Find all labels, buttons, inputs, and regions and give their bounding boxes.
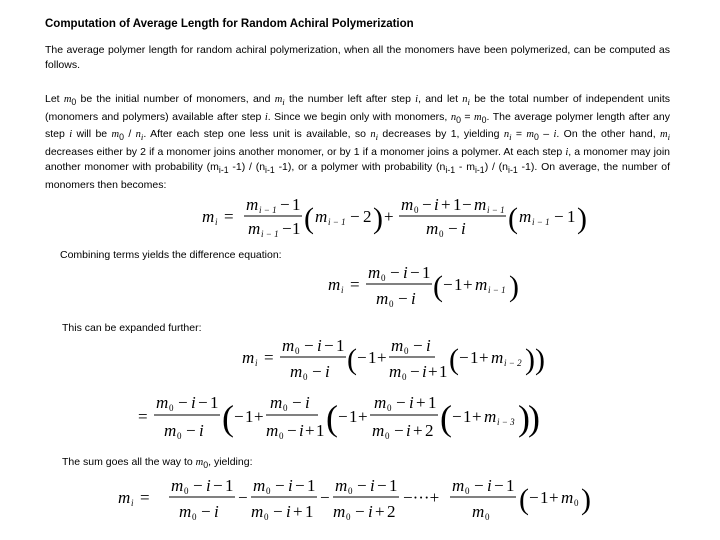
svg-text:−: − bbox=[213, 476, 223, 495]
svg-text:i − 1: i − 1 bbox=[532, 217, 550, 227]
svg-text:m: m bbox=[335, 476, 348, 495]
svg-text:−: − bbox=[280, 195, 290, 214]
svg-text:i − 2: i − 2 bbox=[504, 358, 522, 368]
svg-text:(: ( bbox=[519, 483, 529, 516]
svg-text:−: − bbox=[234, 407, 244, 426]
svg-text:−: − bbox=[459, 348, 469, 367]
svg-text:m: m bbox=[282, 336, 295, 355]
svg-text:−: − bbox=[282, 219, 292, 238]
svg-text:+: + bbox=[293, 502, 303, 521]
svg-text:−: − bbox=[193, 476, 203, 495]
svg-text:(: ( bbox=[508, 202, 518, 235]
svg-text:−: − bbox=[350, 207, 360, 226]
svg-text:i: i bbox=[131, 498, 134, 508]
svg-text:+: + bbox=[441, 195, 451, 214]
svg-text:i: i bbox=[317, 336, 322, 355]
svg-text:−: − bbox=[320, 488, 330, 507]
svg-text:m: m bbox=[491, 348, 504, 367]
svg-text:−: − bbox=[304, 336, 314, 355]
svg-text:−: − bbox=[448, 219, 458, 238]
svg-text:+: + bbox=[549, 488, 559, 507]
svg-text:i: i bbox=[422, 362, 427, 381]
svg-text:+: + bbox=[305, 421, 315, 440]
svg-text:1: 1 bbox=[506, 476, 515, 495]
svg-text:1: 1 bbox=[305, 502, 314, 521]
svg-text:): ) bbox=[518, 398, 530, 438]
svg-text:m: m bbox=[452, 476, 465, 495]
svg-text:−: − bbox=[398, 289, 408, 308]
svg-text:i: i bbox=[411, 289, 416, 308]
svg-text:1: 1 bbox=[428, 393, 437, 412]
svg-text:0: 0 bbox=[387, 403, 392, 413]
svg-text:0: 0 bbox=[279, 431, 284, 441]
svg-text:i: i bbox=[426, 336, 431, 355]
svg-text:(: ( bbox=[222, 398, 234, 438]
svg-text:i: i bbox=[199, 421, 204, 440]
svg-text:m: m bbox=[202, 207, 215, 226]
svg-text:1: 1 bbox=[540, 488, 549, 507]
svg-text:1: 1 bbox=[453, 195, 462, 214]
equation-1 bbox=[200, 194, 600, 240]
svg-text:i: i bbox=[370, 476, 375, 495]
svg-text:i − 1: i − 1 bbox=[487, 205, 505, 215]
svg-text:i: i bbox=[288, 476, 293, 495]
equation-4 bbox=[116, 475, 596, 529]
svg-text:−: − bbox=[410, 362, 420, 381]
svg-text:): ) bbox=[525, 343, 535, 376]
svg-text:i − 1: i − 1 bbox=[259, 205, 277, 215]
svg-text:−: − bbox=[413, 336, 423, 355]
svg-text:+: + bbox=[254, 407, 264, 426]
svg-text:): ) bbox=[577, 202, 587, 235]
svg-text:1: 1 bbox=[368, 348, 377, 367]
svg-text:0: 0 bbox=[404, 346, 409, 356]
svg-text:m: m bbox=[251, 502, 264, 521]
svg-text:1: 1 bbox=[349, 407, 358, 426]
svg-text:−: − bbox=[338, 407, 348, 426]
svg-text:m: m bbox=[266, 421, 279, 440]
page-title: Computation of Average Length for Random Achiral Polymerization bbox=[45, 18, 414, 30]
svg-text:i: i bbox=[286, 502, 291, 521]
svg-text:1: 1 bbox=[225, 476, 234, 495]
caption-expanded: This can be expanded further: bbox=[62, 322, 202, 334]
svg-text:0: 0 bbox=[283, 403, 288, 413]
svg-text:m: m bbox=[391, 336, 404, 355]
svg-text:1: 1 bbox=[454, 275, 463, 294]
svg-text:+: + bbox=[463, 275, 473, 294]
svg-text:1: 1 bbox=[389, 476, 398, 495]
svg-text:m: m bbox=[368, 263, 381, 282]
svg-text:0: 0 bbox=[389, 299, 394, 309]
svg-text:−: − bbox=[186, 421, 196, 440]
svg-text:=: = bbox=[264, 348, 274, 367]
svg-text:0: 0 bbox=[266, 486, 271, 496]
svg-text:−: − bbox=[494, 476, 504, 495]
svg-text:i: i bbox=[368, 502, 373, 521]
svg-text:(: ( bbox=[326, 398, 338, 438]
svg-text:−: − bbox=[394, 421, 404, 440]
svg-text:+: + bbox=[416, 393, 426, 412]
svg-text:i: i bbox=[406, 421, 411, 440]
svg-text:−: − bbox=[529, 488, 539, 507]
svg-text:m: m bbox=[246, 195, 259, 214]
svg-text:): ) bbox=[509, 270, 519, 303]
svg-text:−···+: −···+ bbox=[403, 488, 440, 507]
svg-text:i − 1: i − 1 bbox=[328, 217, 346, 227]
svg-text:−: − bbox=[295, 476, 305, 495]
equation-3-line-1 bbox=[240, 335, 550, 385]
svg-text:−: − bbox=[355, 502, 365, 521]
svg-text:=: = bbox=[350, 275, 360, 294]
svg-text:): ) bbox=[535, 343, 545, 376]
svg-text:1: 1 bbox=[439, 362, 448, 381]
svg-text:+: + bbox=[384, 207, 394, 226]
svg-text:2: 2 bbox=[425, 421, 434, 440]
svg-text:0: 0 bbox=[264, 512, 269, 522]
svg-text:−: − bbox=[422, 195, 432, 214]
svg-text:i − 3: i − 3 bbox=[497, 417, 515, 427]
svg-text:−: − bbox=[474, 476, 484, 495]
svg-text:+: + bbox=[428, 362, 438, 381]
svg-text:−: − bbox=[452, 407, 462, 426]
svg-text:(: ( bbox=[440, 398, 452, 438]
svg-text:−: − bbox=[178, 393, 188, 412]
svg-text:0: 0 bbox=[295, 346, 300, 356]
svg-text:1: 1 bbox=[316, 421, 325, 440]
svg-text:m: m bbox=[270, 393, 283, 412]
svg-text:i: i bbox=[214, 502, 219, 521]
svg-text:): ) bbox=[528, 398, 540, 438]
svg-text:1: 1 bbox=[336, 336, 345, 355]
svg-text:m: m bbox=[401, 195, 414, 214]
svg-text:1: 1 bbox=[567, 207, 576, 226]
svg-text:−: − bbox=[238, 488, 248, 507]
definition-paragraph: Let $m_0$ be the initial number of monomers, and $m_i$ the number left after step i, and let $n_i$ be the total number of independent units (monomers and polymers) available after step i. Since we begin only with monomers, $n_0 = m_0$. The average polymer length after any step i will be $m_0 / n_i$. After each step one less unit is available, so $n_i$ decreases by 1, yielding $n_i = m_0 - i$. On the other hand, $m_i$ decreases either by 2 if a monomer joins another monomer, or by 1 if a monomer joins a polymer. At each step i, a monomer may join another monomer with probability ($m_{i-1}$ $-1) / (n_{i-1}$ -1), or a polymer with probability $(n_{i-1} - m_{i-1}) / (n_{i-1}$ -1). On average, the number of monomers then becomes: bbox=[45, 93, 671, 191]
svg-text:+: + bbox=[479, 348, 489, 367]
svg-text:1: 1 bbox=[210, 393, 219, 412]
svg-text:m: m bbox=[156, 393, 169, 412]
svg-text:2: 2 bbox=[363, 207, 372, 226]
svg-text:0: 0 bbox=[385, 431, 390, 441]
svg-text:i − 1: i − 1 bbox=[261, 229, 279, 239]
svg-text:−: − bbox=[198, 393, 208, 412]
svg-text:1: 1 bbox=[422, 263, 431, 282]
svg-text:−: − bbox=[396, 393, 406, 412]
svg-text:m: m bbox=[426, 219, 439, 238]
svg-text:m: m bbox=[333, 502, 346, 521]
intro-paragraph: The average polymer length for random achiral polymerization, when all the monomers have been polymerized, can be computed as follows. bbox=[45, 44, 670, 71]
svg-text:−: − bbox=[357, 476, 367, 495]
svg-text:−: − bbox=[312, 362, 322, 381]
svg-text:−: − bbox=[410, 263, 420, 282]
svg-text:i: i bbox=[341, 285, 344, 295]
svg-text:=: = bbox=[138, 407, 148, 426]
svg-text:i: i bbox=[305, 393, 310, 412]
svg-text:): ) bbox=[581, 483, 591, 516]
svg-text:i: i bbox=[487, 476, 492, 495]
svg-text:−: − bbox=[287, 421, 297, 440]
svg-text:1: 1 bbox=[245, 407, 254, 426]
svg-text:m: m bbox=[519, 207, 532, 226]
svg-text:1: 1 bbox=[463, 407, 472, 426]
svg-text:0: 0 bbox=[574, 498, 579, 508]
svg-text:m: m bbox=[328, 275, 341, 294]
svg-text:1: 1 bbox=[292, 195, 301, 214]
svg-text:m: m bbox=[376, 289, 389, 308]
svg-text:(: ( bbox=[449, 343, 459, 376]
svg-text:+: + bbox=[375, 502, 385, 521]
svg-text:−: − bbox=[275, 476, 285, 495]
svg-text:m: m bbox=[248, 219, 261, 238]
svg-text:m: m bbox=[171, 476, 184, 495]
svg-text:i: i bbox=[461, 219, 466, 238]
svg-text:m: m bbox=[374, 393, 387, 412]
svg-text:0: 0 bbox=[192, 512, 197, 522]
svg-text:i: i bbox=[215, 217, 218, 227]
svg-text:0: 0 bbox=[439, 229, 444, 239]
caption-sum: The sum goes all the way to $m_0$, yielding: bbox=[62, 456, 253, 471]
svg-text:i: i bbox=[409, 393, 414, 412]
svg-text:1: 1 bbox=[307, 476, 316, 495]
svg-text:−: − bbox=[443, 275, 453, 294]
svg-text:0: 0 bbox=[177, 431, 182, 441]
svg-text:i: i bbox=[325, 362, 330, 381]
svg-text:m: m bbox=[475, 275, 488, 294]
svg-text:(: ( bbox=[347, 343, 357, 376]
svg-text:0: 0 bbox=[381, 273, 386, 283]
svg-text:1: 1 bbox=[470, 348, 479, 367]
svg-text:m: m bbox=[179, 502, 192, 521]
svg-text:+: + bbox=[358, 407, 368, 426]
svg-text:0: 0 bbox=[402, 372, 407, 382]
svg-text:i: i bbox=[191, 393, 196, 412]
svg-text:m: m bbox=[372, 421, 385, 440]
svg-text:1: 1 bbox=[292, 219, 301, 238]
svg-text:m: m bbox=[164, 421, 177, 440]
svg-text:i: i bbox=[255, 358, 258, 368]
svg-text:+: + bbox=[472, 407, 482, 426]
equation-2 bbox=[326, 262, 526, 314]
svg-text:+: + bbox=[413, 421, 423, 440]
svg-text:i: i bbox=[434, 195, 439, 214]
svg-text:m: m bbox=[474, 195, 487, 214]
svg-text:0: 0 bbox=[346, 512, 351, 522]
svg-text:m: m bbox=[253, 476, 266, 495]
svg-text:(: ( bbox=[433, 270, 443, 303]
svg-text:0: 0 bbox=[465, 486, 470, 496]
svg-text:=: = bbox=[224, 207, 234, 226]
svg-text:(: ( bbox=[304, 202, 314, 235]
caption-difference-equation: Combining terms yields the difference equation: bbox=[60, 249, 282, 261]
svg-text:0: 0 bbox=[169, 403, 174, 413]
svg-text:−: − bbox=[273, 502, 283, 521]
svg-text:+: + bbox=[377, 348, 387, 367]
svg-text:−: − bbox=[357, 348, 367, 367]
svg-text:0: 0 bbox=[184, 486, 189, 496]
svg-text:=: = bbox=[140, 488, 150, 507]
svg-text:2: 2 bbox=[387, 502, 396, 521]
svg-text:−: − bbox=[324, 336, 334, 355]
equation-3-line-2 bbox=[136, 390, 546, 450]
svg-text:0: 0 bbox=[485, 512, 490, 522]
svg-text:i: i bbox=[403, 263, 408, 282]
svg-text:i − 1: i − 1 bbox=[488, 285, 506, 295]
svg-text:0: 0 bbox=[348, 486, 353, 496]
svg-text:m: m bbox=[118, 488, 131, 507]
svg-text:−: − bbox=[377, 476, 387, 495]
svg-text:m: m bbox=[315, 207, 328, 226]
svg-text:−: − bbox=[292, 393, 302, 412]
svg-text:m: m bbox=[290, 362, 303, 381]
svg-text:i: i bbox=[299, 421, 304, 440]
svg-text:m: m bbox=[472, 502, 485, 521]
svg-text:0: 0 bbox=[414, 205, 419, 215]
svg-text:m: m bbox=[561, 488, 574, 507]
svg-text:i: i bbox=[206, 476, 211, 495]
svg-text:0: 0 bbox=[303, 372, 308, 382]
svg-text:m: m bbox=[389, 362, 402, 381]
svg-text:−: − bbox=[554, 207, 564, 226]
svg-text:−: − bbox=[390, 263, 400, 282]
svg-text:): ) bbox=[373, 202, 383, 235]
svg-text:m: m bbox=[242, 348, 255, 367]
svg-text:−: − bbox=[462, 195, 472, 214]
svg-text:−: − bbox=[201, 502, 211, 521]
svg-text:m: m bbox=[484, 407, 497, 426]
